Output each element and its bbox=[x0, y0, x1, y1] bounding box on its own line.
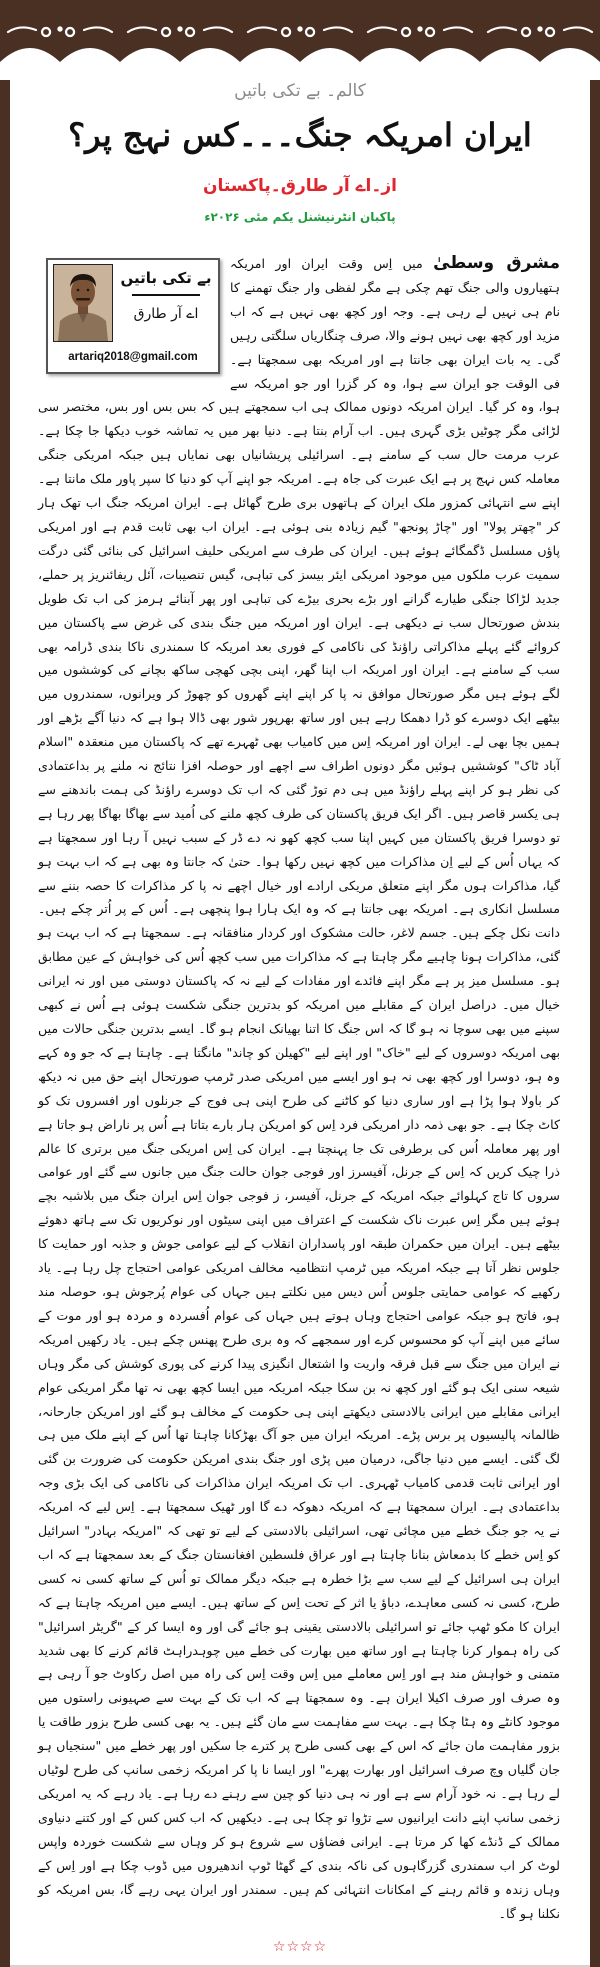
author-profile-box bbox=[46, 258, 220, 374]
profile-author-name: اے آر طارق bbox=[133, 306, 199, 322]
end-stars-icon: ☆☆☆☆ bbox=[272, 1939, 328, 1955]
profile-column-name: بے تکی باتیں bbox=[120, 269, 212, 287]
ornament-dot bbox=[178, 27, 181, 30]
author-photo-graphic bbox=[54, 265, 112, 341]
author-portrait-icon bbox=[53, 264, 113, 342]
profile-divider bbox=[132, 294, 200, 296]
lead-word: مشرق وسطیٰ bbox=[433, 253, 561, 273]
article-paragraph bbox=[38, 252, 560, 1925]
ornament-dot bbox=[58, 27, 61, 30]
publication-line: پاکبان انٹرنیشنل یکم مئی ۲۰۲۶ء bbox=[204, 210, 396, 224]
scalloped-border-decoration bbox=[0, 0, 600, 80]
column-kicker: کالم۔ بے تکی باتیں bbox=[234, 81, 366, 101]
article-headline: ایران امریکہ جنگ۔۔۔کس نہج پر؟ bbox=[68, 116, 532, 154]
article-body bbox=[38, 252, 560, 1925]
ornament-dot bbox=[538, 27, 541, 30]
article-page bbox=[10, 72, 590, 1967]
article-text: میں اِس وقت ایران اور امریکہ ہتھیاروں والی جنگ تھم چکی ہے مگر لفظی وار جنگ تھمنے کا نام ہی نہیں لے رہی ہے۔ وجہ اور کچھ بھی نہیں ہے کہ اب مزید اور کچھ بھی نہیں ہونے والا، صرف چنگاریاں سلگتی رہیں گی۔ یہ بات ایران بھی جانتا ہے اور امریکہ بھی سمجھتا ہے۔ فی الوقت جو ایران سے ہوا، وہ کر گزرا اور جو امریکہ سے ہوا، وہ کر گیا۔ ایران امریکہ دونوں ممالک ہی اب سمجھتے ہیں کہ بس بس اور بس، مختصر سی لڑائی مگر چوٹیں بڑی گہری ہیں۔ اب آرام بنتا ہے۔ دنیا بھر میں یہ تماشہ خوب دیکھا جا چکا ہے۔ عرب مرمت حال سب کے سامنے ہے۔ اسرائیلی پریشانیاں بھی نمایاں ہیں جبکہ امریکی جنگی معاملہ کس نہج پر ہے ایک عبرت کی جاہ ہے۔ امریکہ جو اپنے آپ کو دنیا کا سپر پاور ملک مانتا ہے۔ اپنے سے انتہائی کمزور ملک ایران کے ہاتھوں بری طرح گھائل ہے۔ ایران امریکہ جنگ اب تھک ہار کر "چھتر پولا" اور "چاڑ پونجھ" گیم زیادہ بنی ہوئی ہے۔ ایران اب بھی ثابت قدم ہے اور امریکی پاؤں مسلسل ڈگمگائے ہوئے ہیں۔ ایران کی طرف سے امریکی حلیف اسرائیل کی بنائی گئی درگت سمیت عرب ملکوں میں موجود امریکی ایئر بیسز کی تباہی، گیس تنصیبات، آئل ریفائنریز پر حملے، جدید لڑاکا جنگی طیارے گرانے اور بڑے بحری بیڑے کی تباہی اور پھر آبنائے ہرمز کی اب تک طویل بندش صورتحال سب نے دیکھی ہے۔ ایران اور امریکہ میں جنگ بندی کی غرض سے پاکستان میں کروائے گئے پہلے مذاکراتی راؤنڈ کی ناکامی کے فوری بعد امریکہ کا سمندری ناکا بندی ڈرامہ بھی سب کے سامنے ہے۔ ایران اور امریکہ اب اپنا گھر، اپنی بچی کھچی ساکھ بچانے کی کوششوں میں لگے ہوئے ہیں مگر صورتحال موافق نہ پا کر اپنے اپنے گھروں کو چھوڑ کر ویرانوں، سمندروں میں بیٹھے ایک دوسرے کو ڈرا دھمکا رہے ہیں اور ساتھ بھرپور شور بھی ڈالا ہوا ہے کہ دنیا آگے بڑھے اور ہمیں بچا بھی لے۔ ایران اور امریکہ اِس میں کامیاب بھی ٹھہرے تھے کہ پاکستان میں منعقدہ "اسلام آباد ٹاک" کوششیں ہوئیں مگر دونوں اطراف سے اچھے اور حوصلہ افزا نتائج نہ ملنے پر بداعتمادی کی نظر ہو کر اپنے پہلے راؤنڈ میں ہی دم توڑ گئی کہ اب تک دوسرے راؤنڈ کی ہمت باندھنے سے ہی یکسر قاصر ہیں۔ اگر ایک فریق پاکستان کی طرف کچھ ملنے کی اُمید سے بھاگا بھاگا پھر رہا ہے تو دوسرا فریق پاکستان میں کہیں اپنا سب کچھ کھو نہ دے ڈر کے سبب نہیں آ رہا اور سمجھتا ہے کہ یہاں اُس کے لیے اِن مذاکرات میں کچھ نہیں رکھا ہوا۔ حتیٰ کہ جانتا وہ بھی ہے کہ اب بہت ہو گیا، مذاکرات ہوں مگر اپنے متعلق مریکی ارادے اور خیال اچھے نہ پا کر مذاکرات کا حصہ بننے سے مسلسل انکاری ہے۔ امریکہ بھی جانتا ہے کہ وہ ایک ہارا ہوا پنچھی ہے۔ اُس کے پر اُتر چکے ہیں۔ دانت نکل چکے ہیں۔ جسم لاغر، حالت مشکوک اور کردار منافقانہ ہے۔ سمجھتا ہے کہ اب بہت ہو گئی، مذاکرات ہونا چاہیے مگر چاہتا ہے کہ مذاکرات میں سب کچھ اُس کی خواہش کے عین مطابق ہو۔ مسلسل میز پر ہے مگر اپنے فائدے اور مفادات کے لیے نہ کہ پاکستان دوستی میں اور نہ ایرانی خیال میں۔ دراصل ایران کے مقابلے میں امریکہ کو بدترین جنگی شکست ہوئی ہے اُس نے کبھی سپنے میں بھی سوچا نہ ہو گا کہ اس جنگ کا اتنا بھیانک انجام ہو گا۔ ایسے بدترین جنگی حالات میں بھی امریکہ دوسروں کے لیے "خاک" اور اپنے لیے "کھیلن کو چاند" مانگتا ہے۔ چاہتا ہے کہ جو وہ کہے وہ ہو، دوسرا اور کچھ بھی نہ ہو اور ایسے میں امریکی صدر ٹرمپ صورتحال اپنے حق میں نہ دیکھ کر باولا ہوا پڑا ہے اور ساری دنیا کو کاٹنے کی طرح اپنی ہی فوج کے جرنلوں اور افسروں تک کو کاٹ چکا ہے۔ جو بھی ذمہ دار امریکی فرد اِس کو امریکن ہار بارے بتاتا ہے اُس پر ناراض ہو جاتا ہے اور پھر معاملہ اُس کی برطرفی تک جا پہنچتا ہے۔ ایران کی اِس امریکی جنگ میں برتری کا عالم ذرا چیک کریں کہ اِس کے جرنل، آفیسرز اور فوجی جوان حالت جنگ میں جانوں سے گئے اور عوامی سروں کا تاج کہلوائے جبکہ امریکہ کے جرنل، آفیسر، ز فوجی جوان اِس ایران جنگ میں بلاشبہ بچے ہوئے ہیں مگر اِس عبرت ناک شکست کے اعتراف میں اپنی سیٹوں اور نوکریوں تک سے ہاتھ دھوئے بیٹھے ہیں۔ ایران میں حکمران طبقہ اور پاسداران انقلاب کے لیے عوامی جوش و جذبہ اور حمایت کا جلوس نظر آتا ہے جبکہ امریکہ میں ٹرمپ انتظامیہ مخالف امریکی عوامی احتجاج چل رہا ہے۔ یاد رکھیے کہ عوامی حمایتی جلوس اُس دیس میں نکلتے ہیں جہاں کی عوام پُرجوش ہو، حوصلہ مند ہو، فاتح ہو جبکہ عوامی احتجاج وہاں ہوتے ہیں جہاں کی عوام اُفسردہ و مردہ ہو اور موت کے سائے میں اپنے آپ کو محسوس کرے اور سمجھے کہ وہ بری طرح پھنس چکے ہیں۔ یاد رکھیں امریکہ نے ایران میں جنگ سے قبل فرقہ واریت وا اشتعال انگیزی پیدا کرنے کی پوری کوشش کی مگر وہاں شیعہ سنی ایک ہو گئے اور کچھ نہ بن سکا جبکہ امریکہ میں ایسا کچھ بھی نہ تھا مگر امریکی عوام ایرانی مقابلے میں ایرانی بالادستی دیکھتے اپنی ہی حکومت کے مخالف ہو گئے اور امریکن جارحانہ، ظالمانہ پالیسیوں پر برس پڑے۔ امریکہ ایران میں جو آگ بھڑکانا چاہتا تھا اُس کے اپنے ملک میں ہی لگ گئی۔ ایسے میں دنیا جاگی، درمیان میں پڑی اور جنگ بندی امریکن حکومت کی ضرورت بن گئی اور ایرانی ثابت قدمی کامیاب ٹھہری۔ اب تک امریکہ ایران مذاکرات کی ناکامی کی ایک بڑی وجہ بداعتمادی ہے۔ ایران سمجھتا ہے کہ امریکہ دھوکہ دے گا اور ٹھیک سمجھتا ہے۔ اِس لیے کہ امریکہ نے یہ جو جنگ خطے میں مچائی تھی، اسرائیلی بالادستی کے لیے تو تھی کہ "امریکہ بہادر" اسرائیل کو اِس خطے کا بدمعاش بنانا چاہتا ہے اور عراق فلسطین افغانستان جنگ کے بعد سمجھتا ہے کہ اب ایران ہی اسرائیل کے لیے سب سے بڑا خطرہ ہے جبکہ دیگر ممالک تو اُس کے ساتھ کسی نہ کسی طرح، کسی نہ کسی معاہدے، دباؤ یا اثر کے تحت اِس کے ساتھ ہیں۔ ایسے میں امریکہ چاہتا ہے کہ ایران کا مکو ٹھپ جائے تو اسرائیلی بالادستی یقینی ہو جائے گی اور وہ ایسا کر کے "گریٹر اسرائیل" کی راہ ہموار کرنا چاہتا ہے اور ساتھ میں بھارت کی خطے میں چوہدراہٹ قائم کرنے کا بھی شدید متمنی و خواہش مند ہے اور اِس معاملے میں اِس وقت اِس کی راہ میں اصل رکاوٹ جو آ رہی ہے وہ صرف اور صرف اکیلا ایران ہے۔ وہ سمجھتا ہے کہ اب تک کے بہت سے صہیونی راستوں میں موجود کانٹے وہ ہٹا چکا ہے۔ بہت سے مفاہمت سے مان گئے ہیں۔ یہ بھی کسی طرح بزور طاقت یا بزور مفاہمت مان جائے کہ اس کے بھی کسی طرح پر کترے جا سکیں اور پھر خطے میں "سنجیاں ہو جان گلیاں وچ صرف اسرائیل اور بھارت پھرے" اور ایسا نا پا کر امریکہ زخمی سانپ کی طرح لوٹیاں لے رہا ہے۔ نہ خود آرام سے ہے اور نہ ہی دنیا کو چین سے رہنے دے رہا ہے۔ یاد رہے کہ یہ امریکی زخمی سانپ اپنے دانت ایرانیوں سے تڑوا تو چکا ہی ہے۔ دیکھیں کہ اب کس کس کے اور کتنے دنیاوی ممالک کے ڈنڈے کھا کر مرتا ہے۔ ایرانی فضاؤں سے شروع ہو کر وہاں سے شکست خوردہ واپس لوٹ کر اب سمندری گزرگاہوں کی ناکہ بندی کے گھٹا ٹوپ اندھیروں میں ڈوب چکا ہے اور اِس کے وہاں زندہ و قائم رہنے کے امکانات انتہائی کم ہیں۔ سمندر اور ایران یہی رہے گا، بس امریکہ کو نکلنا ہو گا۔ bbox=[38, 256, 560, 1921]
ornament-dot bbox=[418, 27, 421, 30]
author-email[interactable]: artariq2018@gmail.com bbox=[68, 351, 198, 363]
author-byline: از۔اے آر طارق۔پاکستان bbox=[203, 176, 397, 196]
ornament-dot bbox=[298, 27, 301, 30]
